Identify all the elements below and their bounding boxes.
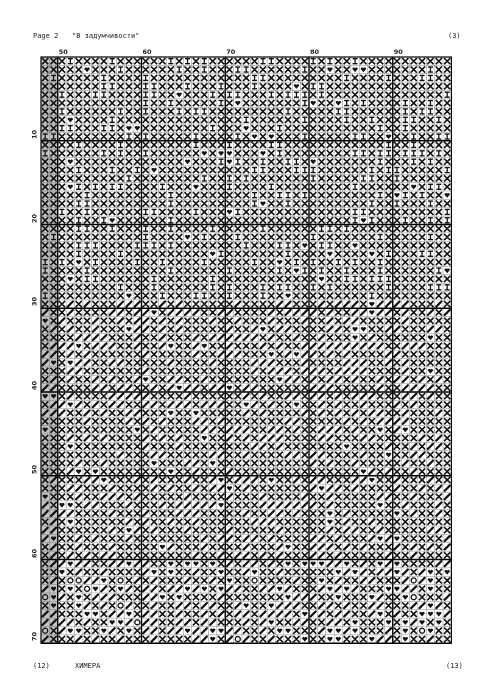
row-number: 30 [30, 297, 39, 307]
row-number: 60 [30, 548, 39, 558]
column-number: 50 [58, 48, 68, 56]
footer-right-ref: (13) [446, 662, 463, 670]
footer-author: ХИМЕРА [75, 662, 101, 670]
page-label: Page 2 [33, 32, 59, 40]
row-number: 20 [30, 213, 39, 223]
footer-left-ref: (12) [33, 662, 50, 670]
column-number: 90 [393, 48, 403, 56]
column-number: 70 [226, 48, 236, 56]
row-number: 40 [30, 380, 39, 391]
row-number: 10 [30, 129, 39, 139]
column-number: 60 [142, 48, 152, 56]
column-number: 80 [310, 48, 320, 56]
page-title: "В задумчивости" [72, 32, 140, 40]
row-number: 50 [30, 464, 39, 474]
row-number: 70 [30, 632, 39, 642]
page-ref: (3) [448, 32, 461, 40]
